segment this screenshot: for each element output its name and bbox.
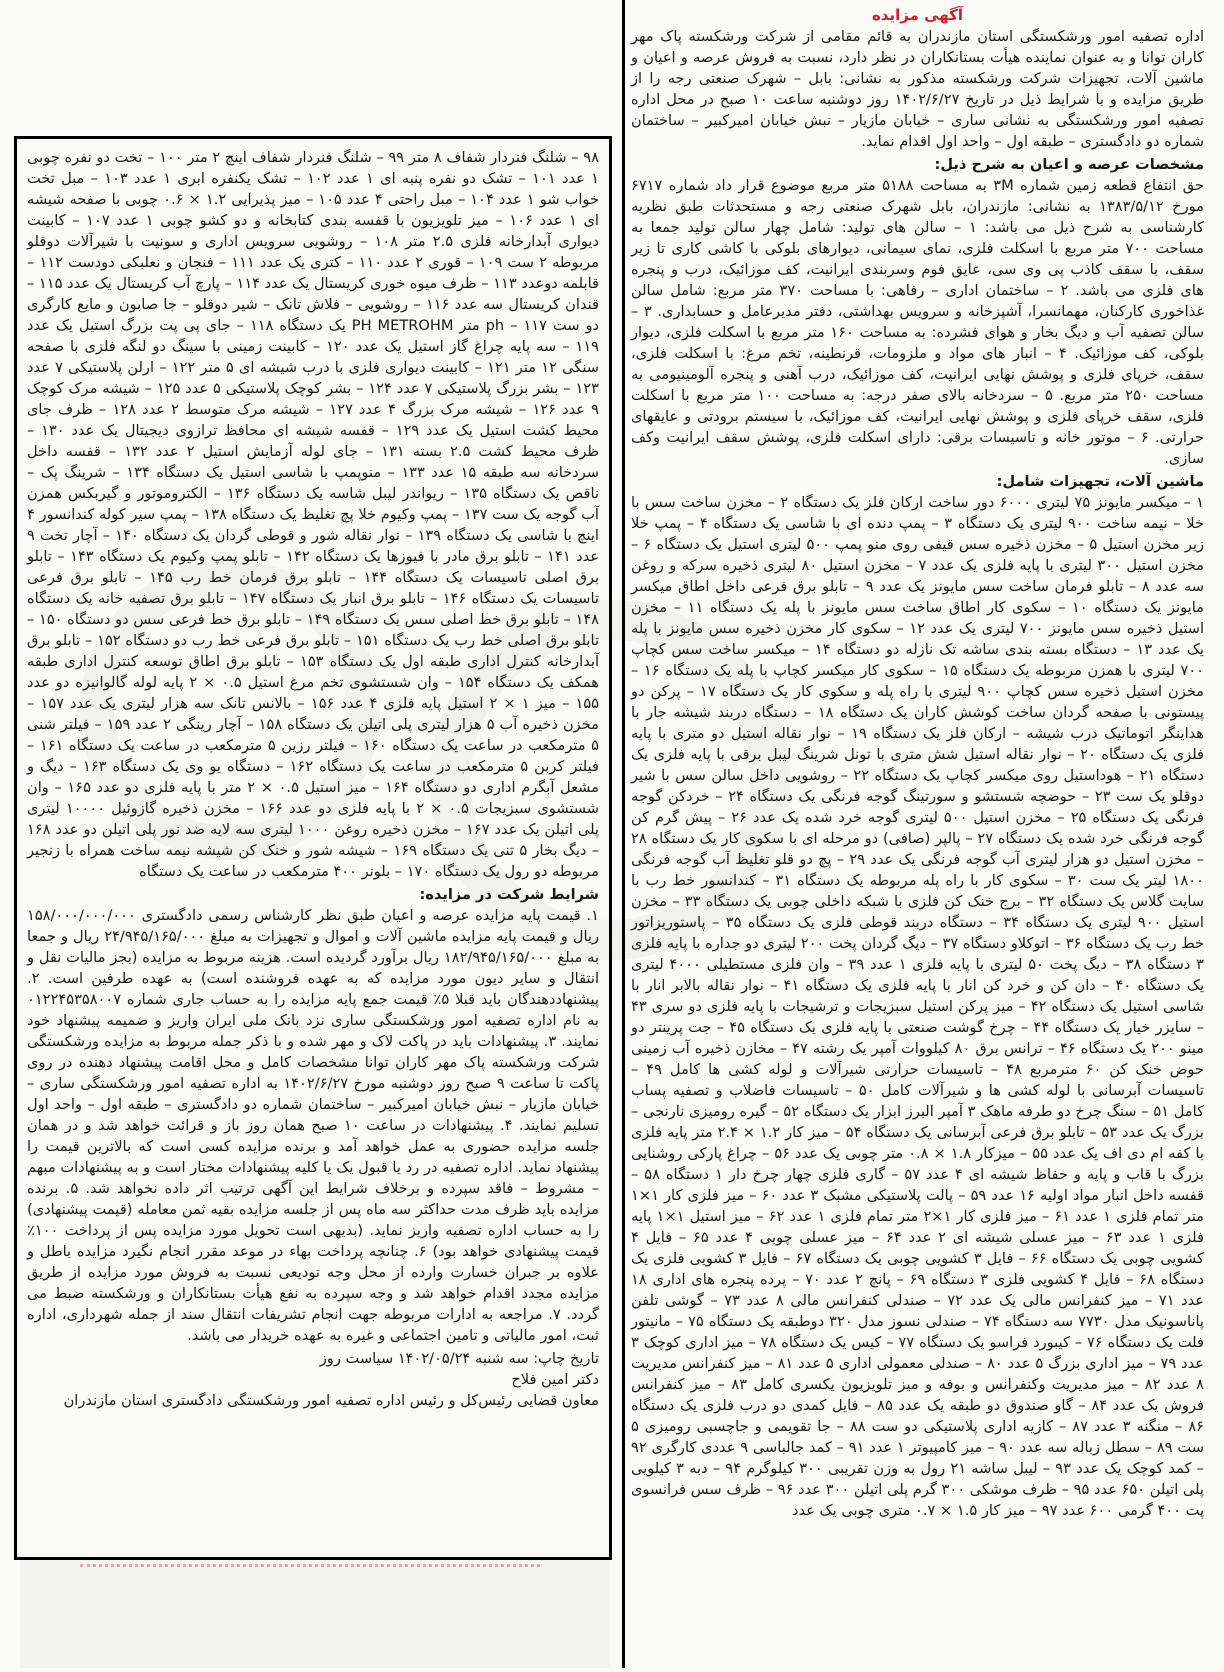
conditions-text: ۱. قیمت پایه مزایده عرصه و اعیان طبق نظر کارشناس رسمی دادگستری ۱۵۸/۰۰۰/۰۰۰/۰۰۰ ریال و قیمت پایه مزایده ماشین آلات و اموال و تجهیزات به مبلغ ۲۴/۹۴۵/۱۶۵/۰۰۰ ریال و جمعا به مبلغ ۱۸۲/۹۴۵/۱۶۵/۰۰۰ ریال برآورد گردیده است. هزینه مربوط به مزایده (بجز مالیات نقل و انتقال و سایر دیون مورد مزایده که به عهده فروشنده است) به عهده طرفین است. ۲. پیشنهاددهندگان باید قبلا ۵٪ قیمت جمع پایه مزایده را به حساب جاری شماره ۰۱۲۲۴۵۳۵۸۰۰۷ به نام اداره تصفیه امور ورشکستگی ساری نزد بانک ملی ایران واریز و ضمیمه پیشنهاد خود نمایند. ۳. پیشنهادات باید در پاکت لاک و مهر شده و با ذکر جمله مربوط به مزایده ورشکستگی شرکت ورشکسته پاک مهر کاران توانا مشخصات کامل و محل اقامت پیشنهاد دهنده در روی پاکت تا ساعت ۹ صبح روز دوشنبه مورخ ۱۴۰۲/۶/۲۷ به اداره تصفیه امور ورشکستگی ساری – خیابان مازیار – نبش خیابان امیرکبیر – ساختمان شماره دو دادگستری – طبقه اول – واحد اول تسلیم نمایند. ۴. پیشنهادات در ساعت ۱۰ صبح همان روز باز و قرائت خواهد شد و در همان جلسه مزایده حضوری به عمل خواهد آمد و برنده مزایده کسی است که بالاترین قیمت را پیشنهاد نماید. اداره تصفیه در رد یا قبول یک یا کلیه پیشنهادات مختار است و به پیشنهادات مبهم – مشروط – فاقد سپرده و برخلاف شرایط این آگهی ترتیب اثر داده نخواهد شد. ۵. برنده مزایده باید ظرف مدت حداکثر سه ماه پس از جلسه مزایده بقیه ثمن معامله (قیمت پیشنهادی) را به حساب اداره تصفیه واریز نماید. (بدیهی است تحویل مورد مزایده پس از پرداخت ۱۰۰٪ قیمت پیشنهادی خواهد بود) ۶. چنانچه پرداخت بهاء در موعد مقرر انجام نگیرد مزایده باطل و علاوه بر جبران خسارت وارده از محل وجه تودیعی نسبت به فروش مورد مزایده از طریق مزایده مجدد اقدام خواهد شد و وجه سپرده به نفع هیأت بستانکاران و ورشکسته ضبط می گردد. ۷. مراجعه به ادارات مربوطه جهت انجام تشریفات انتقال سند از جمله شهرداری، اداره ثبت، امور مالیاتی و تامین اجتماعی و غیره به عهده خریدار می باشد. [27, 907, 600, 1344]
signatory-title: معاون قضایی رئیس‌کل و رئیس اداره تصفیه امور ورشکستگی دادگستری استان مازندران [63, 1392, 599, 1409]
notice-left-column [14, 136, 612, 1560]
print-date: تاریخ چاپ: سه شنبه ۱۴۰۲/۰۵/۲۴ سیاست روز [319, 1350, 599, 1367]
notice-intro: اداره تصفیه امور ورشکستگی استان مازندران به قائم مقامی از شرکت ورشکسته پاک مهر کاران توانا و به عنوان نماینده هیأت بستانکاران در نظر دارد، نسبت به فروش عرصه و اعیان و ماشین آلات، تجهیزات شرکت ورشکسته مذکور به نشانی: بابل – شهرک صنعتی رجه را از طریق مزایده و با شرایط ذیل در تاریخ ۱۴۰۲/۶/۲۷ روز دوشنبه ساعت ۱۰ صبح در محل اداره تصفیه امور ورشکستگی به نشانی ساری – خیابان مازیار – نبش خیابان امیرکبیر – ساختمان شماره دو دادگستری – طبقه اول – واحد اول اقدام نماید. [631, 28, 1204, 150]
notice-right-column [622, 0, 1212, 1668]
machinery-continued: ۹۸ – شلنگ فنردار شفاف ۸ متر ۹۹ – شلنگ فنردار شفاف اینچ ۲ متر ۱۰۰ – تخت دو نفره چوبی ۱ عدد ۱۰۱ – تشک دو نفره پنبه ای ۱ عدد ۱۰۲ – تشک یکنفره ابری ۱ عدد ۱۰۳ – مبل تخت خواب شو ۱ عدد ۱۰۴ – مبل راحتی ۴ عدد ۱۰۵ – میز پذیرایی ۱.۲ × ۰.۶ چوبی با صفحه شیشه ای ۱ عدد ۱۰۶ – میز تلویزیون با قفسه بندی کتابخانه و دو کشو چوبی ۱ عدد ۱۰۷ – کابینت دیواری آبدارخانه فلزی ۲.۵ متر ۱۰۸ – روشویی سرویس اداری و سونیت با شیرآلات دوقلو مربوطه ۲ ست ۱۰۹ – قوری ۲ عدد ۱۱۰ – کتری یک عدد ۱۱۱ – فنجان و نعلبکی دودست ۱۱۲ – قابلمه دوعدد ۱۱۳ – ظرف میوه خوری کریستال یک عدد ۱۱۴ – پارچ آب کریستال یک عدد ۱۱۵ – قندان کریستال سه عدد ۱۱۶ – روشویی – فلاش تانک – شیر دوقلو – جا صابون و مایع کارگری دو ست ۱۱۷ – ph متر PH METROHM یک دستگاه ۱۱۸ – جای پی پت بزرگ استیل یک عدد ۱۱۹ – سه پایه چراغ گاز استیل یک عدد ۱۲۰ – کابینت زمینی با سینگ دو لنگه فلزی با صفحه سنگی ۱۲ متر ۱۲۱ – کابینت دیواری فلزی با درب شیشه ای ۵ متر ۱۲۲ – ارلن پلاستیکی ۷ عدد ۱۲۳ – بشر بزرگ پلاستیکی ۷ عدد ۱۲۴ – بشر کوچک پلاستیکی ۵ عدد ۱۲۵ – شیشه مرک کوچک ۹ عدد ۱۲۶ – شیشه مرک بزرگ ۴ عدد ۱۲۷ – شیشه مرک متوسط ۲ عدد ۱۲۸ – ظرف جای محیط کشت استیل یک عدد ۱۲۹ – قفسه شیشه ای محافظ ترازوی دیجیتال یک عدد ۱۳۰ – ظرف محیط کشت ۲.۵ بسته ۱۳۱ – جای لوله آزمایش استیل ۲ عدد ۱۳۲ – قفسه داخل سردخانه سه طبقه ۱۵ عدد ۱۳۳ – منوپمپ با شاسی استیل یک دستگاه ۱۳۴ – شرینگ پک – ناقص یک دستگاه ۱۳۵ – ریواندر لیبل شاسه یک دستگاه ۱۳۶ – الکتروموتور و گیربکس همزن آب گوجه یک ست ۱۳۷ – پمپ وکیوم خلا پچ تغلیظ یک دستگاه ۱۳۸ – پمپ سیر کوله کندانسور ۴ اینچ با شاسی یک دستگاه ۱۳۹ – نوار نقاله شور و قوطی گردان یک دستگاه ۱۴۰ – آچار تخت ۹ عدد ۱۴۱ – تابلو برق مادر با فیوزها یک دستگاه ۱۴۲ – تابلو پمپ وکیوم یک دستگاه ۱۴۳ – تابلو برق اصلی تاسیسات یک دستگاه ۱۴۴ – تابلو برق فرمان خط رب ۱۴۵ – تابلو برق فرعی تاسیسات یک دستگاه ۱۴۶ – تابلو برق انبار یک دستگاه ۱۴۷ – تابلو برق تصفیه خانه یک دستگاه ۱۴۸ – تابلو برق خط اصلی سس یک دستگاه ۱۴۹ – تابلو برق خط فرعی سس دو دستگاه ۱۵۰ – تابلو برق اصلی خط رب یک دستگاه ۱۵۱ – تابلو برق فرعی خط رب دو دستگاه ۱۵۲ – تابلو برق آبدارخانه کنترل اداری طبقه اول یک دستگاه ۱۵۳ – تابلو برق اطاق توسعه کنترل اداری طبقه همکف یک دستگاه ۱۵۴ – وان شستشوی تخم مرغ استیل ۰.۵ × ۲ پایه لوله گالوانیزه دو عدد ۱۵۵ – میز ۱ × ۲ استیل پایه فلزی ۴ عدد ۱۵۶ – بالانس تانک سه هزار لیتری یک عدد ۱۵۷ – مخزن ذخیره آب ۵ هزار لیتری پلی اتیلن یک دستگاه ۱۵۸ – آچار رینگی ۲ عدد ۱۵۹ – فیلتر شنی ۵ مترمکعب در ساعت یک دستگاه ۱۶۰ – فیلتر رزین ۵ مترمکعب در ساعت یک دستگاه ۱۶۱ – فیلتر کربن ۵ مترمکعب در ساعت یک دستگاه ۱۶۲ – دستگاه یو وی یک دستگاه ۱۶۳ – دیگ و مشعل آبگرم اداری دو دستگاه ۱۶۴ – میز استیل ۰.۵ × ۲ متر با پایه فلزی دو عدد ۱۶۵ – وان شستشوی سبزیجات ۰.۵ × ۲ با پایه فلزی دو عدد ۱۶۶ – مخزن ذخیره گازوئیل ۱۰۰۰۰ لیتری پلی اتیلن یک عدد ۱۶۷ – مخزن ذخیره روغن ۱۰۰۰ لیتری سه لایه ضد نور پلی اتیلن دو عدد ۱۶۸ – دیگ بخار ۵ تنی یک دستگاه ۱۶۹ – شیشه شور و خنک کن شیشه نیمه ساخت همراه با زنجیر مربوطه دو رول یک دستگاه ۱۷۰ – بلونر ۴۰۰ مترمکعب در ساعت یک دستگاه [26, 149, 600, 880]
faint-ad-text [80, 1564, 540, 1577]
adjacent-ad-fragment [20, 1560, 610, 1668]
specs-text: حق انتفاع قطعه زمین شماره ۳M به مساحت ۵۱۸۸ متر مربع موضوع قرار داد شماره ۶۷۱۷ مورخ ۱۳۸۳/۵/۱۲ به نشانی: مازندران، بابل شهرک صنعتی رجه و مستحدثات طبق نظریه کارشناسی به شرح ذیل می باشد: ۱ – سالن های تولید: شامل چهار سالن تولید جمعا به مساحت ۷۰۰ متر مربع با اسکلت فلزی، نمای سیمانی، دیوارهای بلوکی با کاشی کاری تا زیر سقف، با سقف کاذب پی وی سی، عایق فوم وسربندی ایرانیت، کف موزائیک، درب و پنجره های فلزی می باشد. ۲ – ساختمان اداری – رفاهی: با مساحت ۳۷۰ متر مربع: شامل سالن غذاخوری کارکنان، مهمانسرا، آشپزخانه و سرویس بهداشتی، دفتر مدیرعامل و حسابداری. ۳ – سالن تصفیه آب و دیگ بخار و هوای فشرده: به مساحت ۱۶۰ متر مربع با اسکلت فلزی، دیوار بلوکی، کف موزائیک. ۴ – انبار های مواد و ملزومات، قرنطینه، تخم مرغ: با اسکلت فلزی، سقف، خرپای فلزی و پوشش نهایی ایرانیت، کف موزائیک، درب آهنی و پنجره آلومینیومی به مساحت ۲۵۰ متر مربع. ۵ – سردخانه بالای صفر درجه: به مساحت ۱۰۰ متر مربع با اسکلت فلزی، سقف خرپای فلزی و پوشش نهایی ایرانیت، کف موزائیک، با سیستم برودتی و عایقهای حرارتی. ۶ – موتور خانه و تاسیسات برقی: دارای اسکلت فلزی، پوشش سقف ایرانیت وکف سازی. [631, 177, 1205, 467]
specs-heading: مشخصات عرصه و اعیان به شرح ذیل: [934, 156, 1204, 173]
notice-title: آگهی مزایده [871, 6, 964, 24]
conditions-heading: شرایط شرکت در مزایده: [419, 886, 599, 903]
machinery-heading: ماشین آلات، تجهیزات شامل: [996, 473, 1204, 490]
signatory-name: دکتر امین فلاح [511, 1371, 599, 1388]
machinery-text: ۱ – میکسر مایونز ۷۵ لیتری ۶۰۰۰ دور ساخت ارکان فلز یک دستگاه ۲ – مخزن ساخت سس با خلا – نیمه ساخت ۹۰۰ لیتری یک دستگاه ۳ – پمپ دنده ای با شاسی یک دستگاه ۴ – پمپ خلا زیر مخزن استیل ۵ – مخزن ذخیره سس قیفی روی منو پمپ ۵۰۰ لیتری استیل یک دستگاه ۶ – مخزن استیل ۳۰۰ لیتری با پایه فلزی یک عدد ۷ – مخزن استیل ۸۰ لیتری ذخیره سرکه و روغن سه عدد ۸ – تابلو فرمان ساخت سس مایونز یک عدد ۹ – تابلو برق فرعی داخل اطاق میکسر مایونز یک دستگاه ۱۰ – سکوی کار اطاق ساخت سس مایونز با پله یک دستگاه ۱۱ – مخزن استیل ذخیره سس مایونز ۷۰۰ لیتری یک عدد ۱۲ – سکوی کار مخزن ذخیره سس مایونز با پله یک عدد ۱۳ – دستگاه بسته بندی ساشه تک نازله دو دستگاه ۱۴ – میکسر ساخت سس کچاپ ۷۰۰ لیتری با همزن مربوطه یک دستگاه ۱۵ – سکوی کار میکسر کچاپ با پله یک دستگاه ۱۶ – مخزن استیل ذخیره سس کچاپ ۹۰۰ لیتری با راه پله و سکوی کار یک دستگاه ۱۷ – پرکن دو پیستونی با صفحه گردان ساخت کوشش کاران یک دستگاه ۱۸ – دستگاه دربند شیشه جار با هداینگر اتوماتیک درب شیشه – ارکان فلز یک دستگاه ۱۹ – نوار نقاله استیل دو متری با پایه فلزی یک دستگاه ۲۰ – نوار نقاله استیل شش متری با تونل شرینگ لیبل برقی با پایه فلزی یک دستگاه ۲۱ – هوداستیل روی میکسر کچاپ یک دستگاه ۲۲ – روشویی داخل سالن سس با شیر دوقلو یک ست ۲۳ – حوضچه شستشو و سورتینگ گوجه فرنگی یک دستگاه ۲۴ – خردکن گوجه فرنگی یک دستگاه ۲۵ – مخزن استیل ۵۰۰ لیتری گوجه خرد شده یک عدد ۲۶ – پیش گرم کن گوجه فرنگی خرد شده یک دستگاه ۲۷ – پالپر (صافی) دو مرحله ای با سکوی کار یک دستگاه ۲۸ – مخزن استیل دو هزار لیتری آب گوجه فرنگی یک عدد ۲۹ – پچ دو قلو تغلیظ آب گوجه فرنگی ۱۸۰۰ لیتر یک ست ۳۰ – سکوی کار با راه پله مربوطه یک دستگاه ۳۱ – کندانسور خط رب با سایت گلاس یک دستگاه ۳۲ – برج خنک کن فلزی با شبکه داخلی چوبی یک دستگاه ۳۳ – مخزن استیل ۹۰۰ لیتری یک دستگاه ۳۴ – دستگاه دربند قوطی فلزی یک دستگاه ۳۵ – پاستوریزاتور خط رب یک دستگاه ۳۶ – اتوکلاو دستگاه ۳۷ – دیگ گردان پخت ۲۰۰ لیتری دو جداره با پایه فلزی ۳ دستگاه ۳۸ – دیگ پخت ۵۰ لیتری با پایه فلزی ۱ عدد ۳۹ – وان فلزی مستطیلی ۴۰۰۰ لیتری یک دستگاه ۴۰ – دان کن و خرد کن انار با پایه فلزی یک دستگاه ۴۱ – نوار نقاله بالابر انار با شاسی استیل یک دستگاه ۴۲ – میز پرکن استیل سبزیجات و ترشیجات با پایه فلزی دو سری ۴۳ – سایزر خیار یک دستگاه ۴۴ – چرخ گوشت صنعتی با پایه فلزی یک دستگاه ۴۵ – جت پرینتر دو مینو ۲۰۰ یک دستگاه ۴۶ – ترانس برق ۸۰ کیلووات آمپر یک رشته ۴۷ – مخازن ذخیره آب زمینی حوض خنک کن ۶۰ مترمربع ۴۸ – تاسیسات حرارتی شیرآلات و لوله کشی ها کامل ۴۹ – تاسیسات آبرسانی با لوله کشی ها و شیرآلات کامل ۵۰ – تاسیسات فاضلاب و تصفیه پساب کامل ۵۱ – سنگ چرخ دو طرفه ماهک ۳ آمپر البرز ابزار یک دستگاه ۵۲ – گیره رومیزی نارنجی – بزرگ یک عدد ۵۳ – تابلو برق فرعی آبرسانی یک دستگاه ۵۴ – میز کار ۱.۲ × ۲.۴ متر پایه فلزی با کفه ام دی اف یک عدد ۵۵ – میزکار ۱.۸ × ۰.۸ متر چوبی یک عدد ۵۶ – چراغ پارکی روشنایی بزرگ با قاب و پایه و حفاظ شیشه ای ۴ عدد ۵۷ – گاری فلزی چهار چرخ دار ۱ دستگاه ۵۸ – قفسه داخل انبار مواد اولیه ۱۶ عدد ۵۹ – پالت پلاستیکی مشبک ۳ عدد ۶۰ – میز فلزی کار ۱×۱ متر تمام فلزی ۱ عدد ۶۱ – میز فلزی کار ۱×۲ متر تمام فلزی ۱ عدد ۶۲ – میز استیل ۱×۱ پایه فلزی ۱ عدد ۶۳ – میز عسلی شیشه ای ۲ عدد ۶۴ – میز عسلی چوبی ۴ عدد ۶۵ – فایل ۴ کشویی چوبی یک دستگاه ۶۶ – فایل ۳ کشویی چوبی یک دستگاه ۶۷ – فایل ۳ کشویی فلزی یک دستگاه ۶۸ – فایل ۴ کشویی فلزی ۳ دستگاه ۶۹ – پانچ ۲ عدد ۷۰ – پرده پنجره های اداری ۱۸ عدد ۷۱ – میز کنفرانس مالی یک عدد ۷۲ – صندلی کنفرانس مالی ۸ عدد ۷۳ – گوشی تلفن پاناسونیک مدل ۷۷۳۰ سه دستگاه ۷۴ – صندلی نسوز مدل ۳۲۰ دوطبقه یک دستگاه ۷۵ – مانیتور فلت یک دستگاه ۷۶ – کیبورد فراسو یک دستگاه ۷۷ – کیس یک دستگاه ۷۸ – میز اداری کوچک ۳ عدد ۷۹ – میز اداری بزرگ ۵ عدد ۸۰ – صندلی معمولی اداری ۵ عدد ۸۱ – میز کنفرانس مدیریت ۸ عدد ۸۲ – میز مدیریت وکنفرانس و بوفه و میز تلویزیون یکسری کامل ۸۳ – میز کنفرانس فروش یک عدد ۸۴ – گاو صندوق دو طبقه یک عدد ۸۵ – فایل کمدی دو درب فلزی یک دستگاه ۸۶ – منگنه ۳ عدد ۸۷ – کازیه اداری پلاستیکی دو ست ۸۸ – جا تقویمی و جاچسبی رومیزی ۵ ست ۸۹ – سطل زباله سه عدد ۹۰ – میز کامپیوتر ۱ عدد ۹۱ – کمد جالباسی ۹ عددی کارگری ۹۲ – کمد کوچک یک عدد ۹۳ – لیبل ساشه ۲۱ رول به وزن تقریبی ۳۰۰ کیلوگرم ۹۴ – دبه ۳ کیلویی پلی اتیلن ۶۵۰ عدد ۹۵ – ظرف موشکی ۳۰۰ گرم پلی اتیلن ۳۰۰ عدد ۹۶ – ظرف سس فرانسوی پت ۴۰۰ گرمی ۶۰۰ عدد ۹۷ – میز کار ۱.۵ × ۰.۷ متری چوبی یک عدد [631, 494, 1205, 1519]
